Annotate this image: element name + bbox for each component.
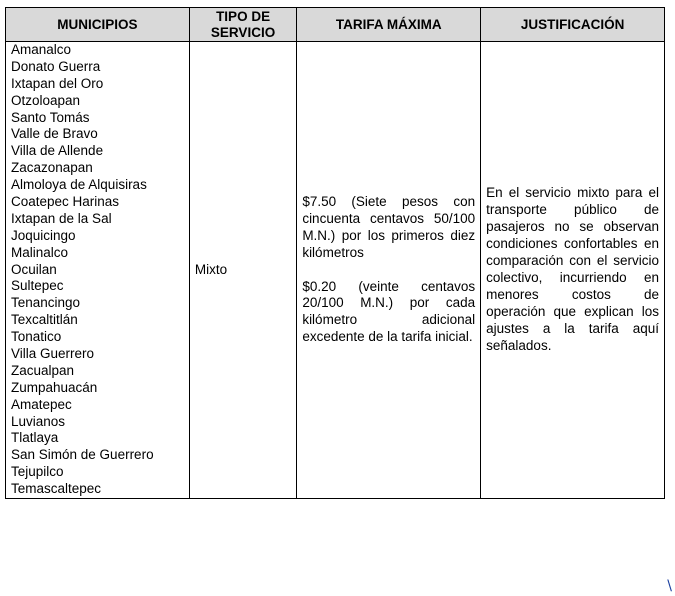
list-item: Malinalco	[11, 244, 69, 260]
list-item: Donato Guerra	[11, 58, 101, 74]
list-item: Valle de Bravo	[11, 126, 98, 142]
list-item: Tejupilco	[11, 464, 64, 480]
list-item: Villa Guerrero	[11, 346, 95, 362]
list-item: Almoloya de Alquisiras	[11, 177, 147, 193]
justificacion-text: En el servicio mixto para el transporte público de pasajeros no se observan condiciones confortables en comparación con el servicio colectivo, incurriendo en menores costos de operación que explican los ajustes a la tarifa aquí señalados.	[486, 185, 659, 353]
header-tipo-servicio	[189, 8, 296, 42]
tipo-servicio-value: Mixto	[194, 261, 228, 277]
justificacion-cell	[481, 42, 665, 499]
list-item: Luvianos	[11, 413, 66, 429]
tarifa-gap	[302, 262, 475, 279]
table-header-row	[6, 8, 665, 42]
list-item: San Simón de Guerrero	[11, 447, 154, 463]
list-item: Texcaltitlán	[11, 312, 78, 328]
municipios-list	[11, 42, 184, 498]
list-item: Amatepec	[11, 396, 72, 412]
header-tarifa-label: TARIFA MÁXIMA	[335, 16, 442, 32]
list-item: Joquicingo	[11, 227, 76, 243]
list-item: Zumpahuacán	[11, 379, 98, 395]
municipios-cell	[6, 42, 190, 499]
page-corner-mark: \	[667, 578, 672, 594]
list-item: Tlatlaya	[11, 430, 59, 446]
header-municipios	[6, 8, 190, 42]
list-item: Tenancingo	[11, 295, 81, 311]
list-item: Zacazonapan	[11, 160, 93, 176]
tariff-table	[5, 7, 665, 499]
list-item: Otzoloapan	[11, 92, 81, 108]
list-item: Ocuilan	[11, 261, 57, 277]
header-justificacion-label: JUSTIFICACIÓN	[520, 16, 625, 32]
list-item: Ixtapan de la Sal	[11, 210, 112, 226]
list-item: Sultepec	[11, 278, 64, 294]
tarifa-base-text: $7.50 (Siete pesos con cincuenta centavos 50/100 M.N.) por los primeros diez kilómetros	[302, 193, 476, 260]
list-item: Amanalco	[11, 42, 72, 57]
list-item: Villa de Allende	[11, 143, 104, 159]
list-item: Tonatico	[11, 329, 62, 345]
list-item: Coatepec Harinas	[11, 194, 120, 210]
tipo-servicio-cell	[189, 42, 296, 499]
list-item: Zacualpan	[11, 362, 75, 378]
table-row	[6, 42, 665, 499]
header-tipo-line2: SERVICIO	[210, 24, 276, 40]
header-tarifa-maxima	[297, 8, 481, 42]
list-item: Temascaltepec	[11, 481, 102, 497]
tarifa-cell	[297, 42, 481, 499]
list-item: Santo Tomás	[11, 109, 90, 125]
list-item: Ixtapan del Oro	[11, 75, 104, 91]
tarifa-adicional-text: $0.20 (veinte centavos 20/100 M.N.) por cada kilómetro adicional excedente de la tarifa inicial.	[302, 278, 476, 345]
header-municipios-label: MUNICIPIOS	[57, 16, 138, 32]
header-justificacion	[481, 8, 665, 42]
header-tipo-line1: TIPO DE	[216, 8, 271, 24]
